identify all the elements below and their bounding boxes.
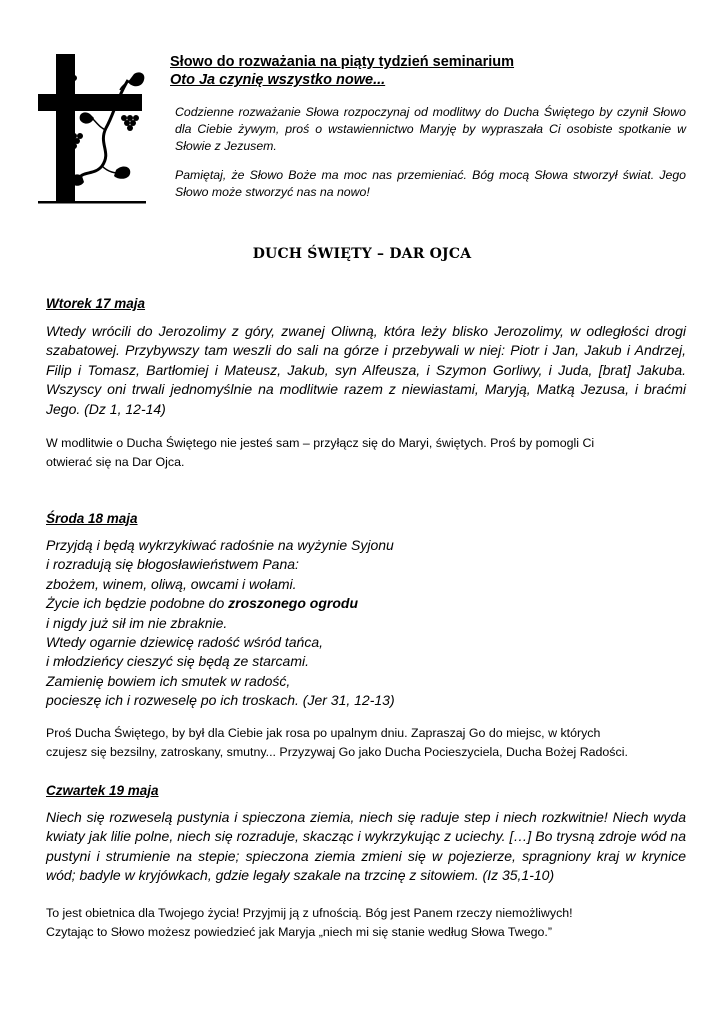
- scripture-thursday: Niech się rozweselą pustynia i spieczona ziemia, niech się raduje step i niech rozkwitnie! Niech wyda kwiaty jak lilie polne, niech się rozraduje, skacząc i wykrzykując z uciechy. […] Bo trysną zdroje wód na pustyni i strumienie na stepie; spieczona ziemia zmieni się w pojezierze, spragniony kraj w krynice wód; badyle w kryjówkach, gdzie legały szakale na trzcinę z sitowiem. (Iz 35,1-10): [46, 809, 686, 884]
- intro-paragraph-2: Pamiętaj, że Słowo Boże ma moc nas przemieniać. Bóg mocą Słowa stworzył świat. Jego Słowo może stworzyć nas na nowo!: [175, 168, 686, 199]
- scripture-line: Wtedy ogarnie dziewicę radość wśród tańca,: [46, 634, 324, 651]
- comment-wednesday: [46, 724, 686, 762]
- scripture-line: zbożem, winem, oliwą, owcami i wołami.: [46, 575, 297, 592]
- comment-line: otwierać się na Dar Ojca.: [46, 455, 185, 469]
- scripture-tuesday: Wtedy wrócili do Jerozolimy z góry, zwanej Oliwną, która leży blisko Jerozolimy, w odległości drogi szabatowej. Przybywszy tam weszli do sali na górze i przebywali w niej: Piotr i Jan, Jakub i Andrzej, Filip i Tomasz, Bartłomiej i Mateusz, Jakub, syn Alfeusza, i Szymon Gorliwy, i Juda, [brat] Jakuba. Wszyscy oni trwali jednomyślnie na modlitwie razem z niewiastami, Maryją, Matką Jezusa, i braćmi Jego. (Dz 1, 12-14): [46, 323, 686, 417]
- comment-line: To jest obietnica dla Twojego życia! Przyjmij ją z ufnością. Bóg jest Panem rzeczy niemożliwych!: [46, 906, 573, 920]
- scripture-line: Przyjdą i będą wykrzykiwać radośnie na wyżynie Syjonu: [46, 537, 394, 553]
- scripture-emphasis: zroszonego ogrodu: [228, 595, 359, 612]
- scripture-line: i rozradują się błogosławieństwem Pana:: [46, 556, 299, 573]
- scripture-line: pocieszę ich i rozweselę po ich troskach. (Jer 31, 12-13): [46, 692, 395, 709]
- scripture-line: i nigdy już sił im nie zbraknie.: [46, 614, 228, 631]
- scripture-line: Zamienię bowiem ich smutek w radość,: [46, 672, 291, 689]
- cross-vine-logo-icon: [34, 52, 150, 204]
- scripture-line: [46, 594, 686, 613]
- scripture-line: i młodzieńcy cieszyć się będą ze starcami.: [46, 653, 309, 670]
- day-heading-wednesday: Środa 18 maja: [46, 511, 138, 526]
- intro-paragraph-1: Codzienne rozważanie Słowa rozpoczynaj od modlitwy do Ducha Świętego by czynił Słowo dla Ciebie żywym, proś o wstawiennictwo Maryję by wypraszała Ci osobiste spotkanie w Słowie z Jezusem.: [175, 105, 686, 153]
- day-heading-thursday: Czwartek 19 maja: [46, 783, 159, 798]
- document-title: Słowo do rozważania na piąty tydzień seminarium: [170, 54, 515, 70]
- scripture-text: Życie ich będzie podobne do: [46, 595, 229, 612]
- document-subtitle: Oto Ja czynię wszystko nowe...: [170, 72, 386, 88]
- comment-line: Czytając to Słowo możesz powiedzieć jak Maryja „niech mi się stanie według Słowa Twego.”: [46, 925, 552, 939]
- comment-line: W modlitwie o Ducha Świętego nie jesteś sam – przyłącz się do Maryi, świętych. Proś by pomogli Ci: [46, 436, 595, 450]
- comment-tuesday: [46, 434, 686, 472]
- comment-line: Proś Ducha Świętego, by był dla Ciebie jak rosa po upalnym dniu. Zapraszaj Go do miejsc, w których: [46, 726, 601, 740]
- day-heading-tuesday: Wtorek 17 maja: [46, 296, 146, 311]
- main-title: DUCH ŚWIĘTY – DAR OJCA: [252, 246, 472, 262]
- comment-line: czujesz się bezsilny, zatroskany, smutny... Przyzywaj Go jako Ducha Pocieszyciela, Ducha Bożej Radości.: [46, 745, 628, 759]
- comment-thursday: [46, 904, 686, 942]
- scripture-wednesday: [46, 536, 686, 711]
